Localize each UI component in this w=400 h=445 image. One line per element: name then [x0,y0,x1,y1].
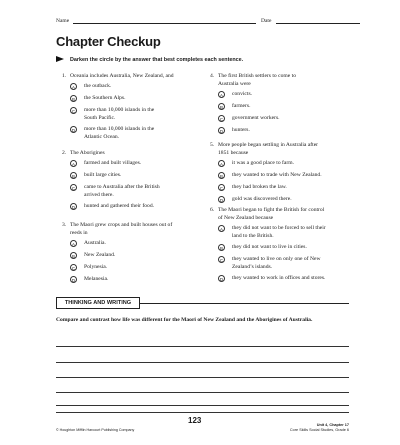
option-text [84,240,209,248]
option-text [232,225,357,240]
option-text-line: gold was discovered there. [232,196,292,202]
instructions [56,56,243,63]
option-text-line: land to the British. [232,232,274,239]
option-text-line: Australia. [84,240,106,246]
option-text [232,103,357,111]
option-text-line: hunters. [232,127,250,133]
answer-bubble-icon[interactable]: B [218,103,225,110]
option-text-line: Zealand’s islands. [232,263,273,270]
option-text-line: New Zealand. [84,252,116,258]
question-stem [218,207,324,222]
name-field[interactable] [73,23,256,24]
option-text [84,203,209,211]
option-text [84,252,209,260]
question-number: 2. [62,150,67,156]
arrow-icon [56,56,64,62]
answer-bubble-icon[interactable]: D [71,205,76,210]
answer-bubble-icon[interactable]: C [219,258,224,263]
writing-line[interactable] [56,362,349,363]
stem-line: reeds in [70,229,88,236]
stem-line: 1851 because [218,149,249,156]
answer-bubble-icon[interactable]: C [71,186,76,191]
answer-bubble-icon[interactable]: C [71,266,76,271]
option-text [232,184,357,192]
option-text-line: they did not want to live in cities. [232,244,307,250]
option-text [84,172,209,180]
option-text-line: they did not want to be forced to sell their [232,225,326,231]
question-stem [70,222,172,237]
stem-line: Oceania includes Australia, New Zealand, and [70,73,174,79]
question-number: 6. [210,207,215,213]
option-text-line: they wanted to trade with New Zealand. [232,172,322,178]
option-text [232,91,357,99]
unit-info [290,423,349,433]
date-label: Date [261,18,272,24]
option-text-line: more than 10,000 islands in the [84,107,155,113]
option-text [232,172,357,180]
stem-line: The Maori began to fight the British for control [218,207,325,213]
option-text [84,184,209,199]
question-stem [70,150,105,158]
option-text [232,127,357,135]
option-text [232,196,357,204]
writing-line[interactable] [56,377,349,378]
option-text [84,264,209,272]
question-stem [218,73,296,88]
question-stem [70,73,174,81]
option-text-line: came to Australia after the British [84,184,160,190]
answer-bubble-icon[interactable]: D [219,277,224,282]
answer-bubble-icon[interactable]: B [218,244,225,251]
option-text-line: convicts. [232,91,253,97]
option-text [84,160,209,168]
option-text [84,126,209,141]
option-text-line: farmed and built villages. [84,160,142,166]
writing-line[interactable] [56,405,349,406]
option-text-line: they wanted to live on only one of New [232,256,321,262]
answer-bubble-icon[interactable]: D [219,198,224,203]
option-text-line: it was a good place to farm. [232,160,294,166]
answer-bubble-icon[interactable]: B [70,252,77,259]
option-text-line: South Pacific. [84,114,116,121]
writing-line[interactable] [56,392,349,393]
stem-line: More people began settling in Australia after [218,142,319,148]
option-text-line: more than 10,000 islands in the [84,126,155,132]
option-text-line: Melanesia. [84,276,109,282]
option-text-line: hunted and gathered their food. [84,203,155,209]
footer-divider [56,412,349,413]
stem-line: of New Zealand because [218,214,274,221]
option-text [84,276,209,284]
page-number: 123 [188,416,202,425]
option-text [84,95,209,103]
answer-bubble-icon[interactable]: A [218,225,225,232]
copyright: © Houghton Mifflin Harcourt Publishing Company [56,428,135,432]
answer-bubble-icon[interactable]: D [71,128,76,133]
option-text [84,83,209,91]
question-number: 1. [62,73,67,79]
option-text-line: Polynesia. [84,264,108,270]
option-text [232,115,357,123]
option-text [232,160,357,168]
option-text-line: Atlantic Ocean. [84,133,120,140]
option-text [232,244,357,252]
option-text-line: built large cities. [84,172,122,178]
option-text-line: the Southern Alps. [84,95,126,101]
option-text-line: they wanted to work in offices and stores. [232,275,326,281]
option-text-line: they had broken the law. [232,184,287,190]
answer-bubble-icon[interactable]: C [219,186,224,191]
question-number: 4. [210,73,215,79]
option-text-line: farmers. [232,103,251,109]
stem-line: The Aborigines [70,150,105,156]
writing-prompt: Compare and contrast how life was different for the Maori of New Zealand and the Aborigines of Australia. [56,317,313,323]
answer-bubble-icon[interactable]: B [218,172,225,179]
answer-bubble-icon[interactable]: D [71,278,76,283]
answer-bubble-icon[interactable]: C [71,109,76,114]
stem-line: The Maori grew crops and built houses out of [70,222,173,228]
answer-bubble-icon[interactable]: A [70,83,77,90]
question-number: 3. [62,222,67,228]
page-title: Chapter Checkup [56,34,161,49]
answer-bubble-icon[interactable]: B [70,95,77,102]
option-text [232,256,357,271]
unit-chapter: Unit 4, Chapter 17 [316,423,349,427]
thinking-writing-heading: THINKING AND WRITING [56,297,140,309]
name-label: Name [56,18,70,24]
option-text-line: the outback. [84,83,112,89]
writing-line[interactable] [56,346,349,347]
answer-bubble-icon[interactable]: A [70,240,77,247]
answer-bubble-icon[interactable]: A [218,160,225,167]
stem-line: The first British settlers to come to [218,73,296,79]
section-divider [140,303,349,304]
date-field[interactable] [276,23,360,24]
option-text-line: government workers. [232,115,280,121]
answer-bubble-icon[interactable]: A [70,160,77,167]
question-number: 5. [210,142,215,148]
answer-bubble-icon[interactable]: D [219,129,224,134]
answer-bubble-icon[interactable]: C [219,117,224,122]
stem-line: Australia were [218,80,251,87]
option-text-line: arrived there. [84,191,114,198]
answer-bubble-icon[interactable]: A [218,91,225,98]
option-text [232,275,357,283]
answer-bubble-icon[interactable]: B [70,172,77,179]
option-text [84,107,209,122]
question-stem [218,142,318,157]
book-title: Core Skills Social Studies, Grade 6 [289,428,349,432]
instruction-text: Darken the circle by the answer that best completes each sentence. [70,57,244,63]
